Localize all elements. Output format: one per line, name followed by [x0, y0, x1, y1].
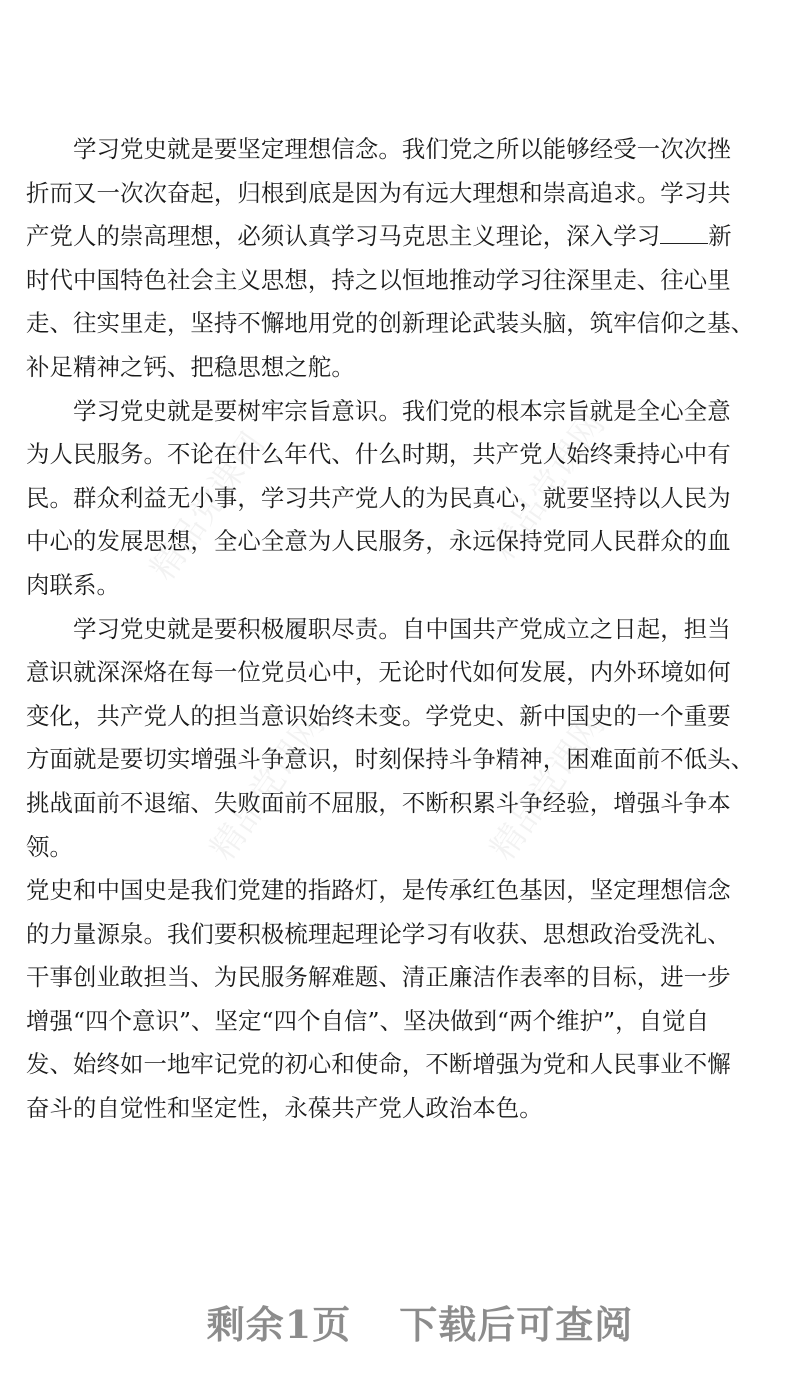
document-body [26, 128, 786, 1131]
paragraph-4 [26, 869, 786, 1131]
text-line: 折而又一次次奋起，归根到底是因为有远大理想和崇高追求。学习共 [26, 178, 731, 207]
text-line: 的力量源泉。我们要积极梳理起理论学习有收获、思想政治受洗礼、 [26, 919, 731, 948]
text-line: 挑战面前不退缩、失败面前不屈服，不断积累斗争经验，增强斗争本 [26, 788, 731, 817]
text-line: 奋斗的自觉性和坚定性，永葆共产党人政治本色。 [26, 1094, 543, 1123]
watermark: 精品党课网 [142, 425, 274, 588]
download-to-view-label[interactable]: 下载后可查阅 [399, 1302, 634, 1347]
watermark: 精品党课网 [202, 705, 334, 868]
text-segment: 新 [708, 222, 732, 251]
text-line [26, 215, 786, 259]
text-line: 发、始终如一地牢记党的初心和使命，不断增强为党和人民事业不懈 [26, 1050, 731, 1079]
text-line: 增强“四个意识”、坚定“四个自信”、坚决做到“两个维护”，自觉自 [26, 1006, 710, 1035]
text-line: 为人民服务。不论在什么年代、什么时期，共产党人始终秉持心中有 [26, 440, 731, 469]
text-line: 补足精神之钙、把稳思想之舵。 [26, 352, 355, 381]
text-line: 学习党史就是要坚定理想信念。我们党之所以能够经受一次次挫 [73, 135, 731, 163]
text-line: 中心的发展思想，全心全意为人民服务，永远保持党同人民群众的血 [26, 527, 731, 556]
watermark: 精品党课网 [482, 705, 614, 868]
text-line: 时代中国特色社会主义思想，持之以恒地推动学习往深里走、往心里 [26, 265, 731, 294]
text-line: 党史和中国史是我们党建的指路灯，是传承红色基因，坚定理想信念 [26, 876, 731, 905]
paragraph-1 [26, 128, 786, 390]
text-line: 学习党史就是要积极履职尽责。自中国共产党成立之日起，担当 [73, 614, 731, 643]
text-line: 方面就是要切实增强斗争意识，时刻保持斗争精神，困难面前不低头、 [26, 745, 755, 774]
text-line: 走、往实里走，坚持不懈地用党的创新理论武装头脑，筑牢信仰之基、 [26, 309, 755, 338]
fill-in-blank [660, 225, 708, 244]
text-line: 民。群众利益无小事，学习共产党人的为民真心，就要坚持以人民为 [26, 483, 731, 512]
paragraph-3 [26, 608, 786, 870]
text-line: 肉联系。 [26, 570, 120, 599]
text-segment: 产党人的崇高理想，必须认真学习马克思主义理论，深入学习 [26, 222, 661, 251]
text-line: 意识就深深烙在每一位党员心中，无论时代如何发展，内外环境如何 [26, 658, 731, 687]
remaining-pages-label: 剩余1页 [206, 1302, 352, 1347]
text-line: 领。 [26, 832, 73, 861]
paragraph-2 [26, 390, 786, 608]
watermark: 精品党课网 [482, 405, 614, 568]
text-line: 学习党史就是要树牢宗旨意识。我们党的根本宗旨就是全心全意 [73, 396, 731, 425]
text-line: 干事创业敢担当、为民服务解难题、清正廉洁作表率的目标，进一步 [26, 963, 731, 992]
text-line: 变化，共产党人的担当意识始终未变。学党史、新中国史的一个重要 [26, 701, 731, 730]
download-prompt[interactable] [0, 1294, 800, 1349]
